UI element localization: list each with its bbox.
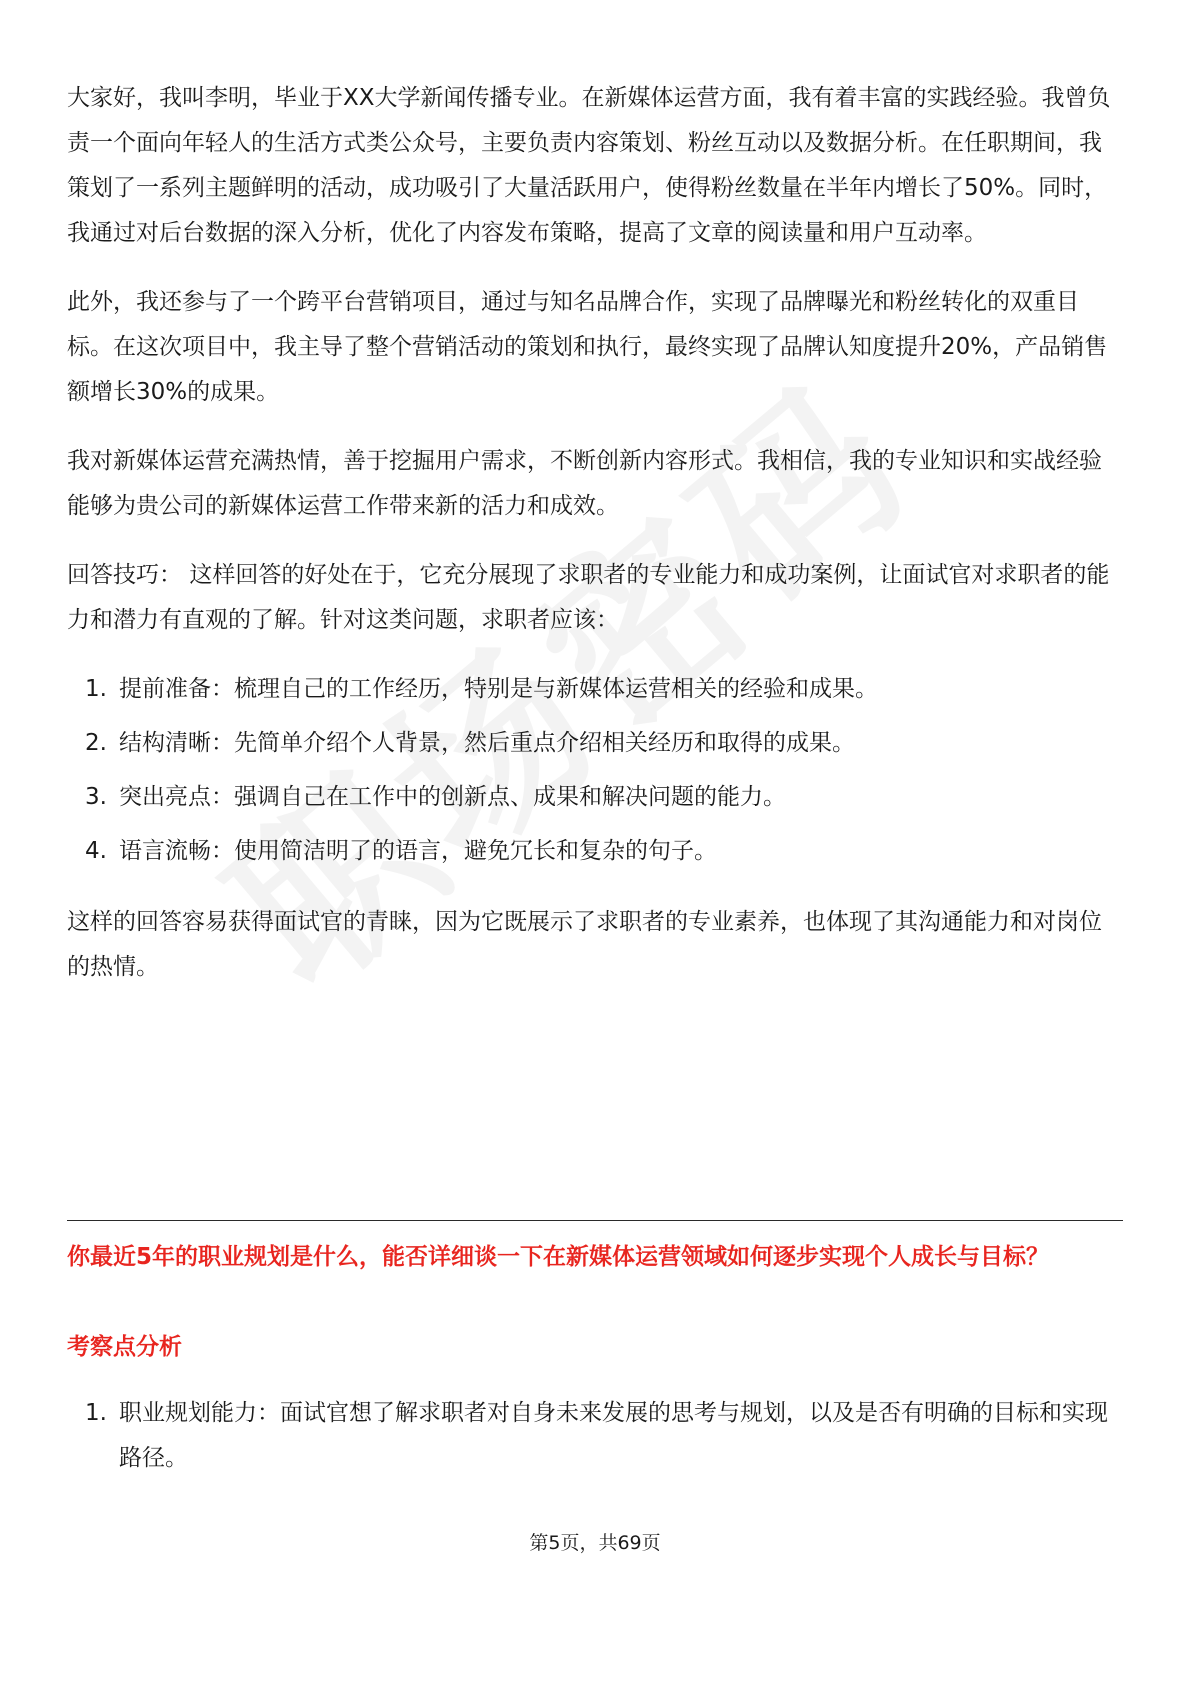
tips-intro-text: 这样回答的好处在于，它充分展现了求职者的专业能力和成功案例，让面试官对求职者的能力和潜力有直观的了解。针对这类问题，求职者应该：	[67, 562, 1110, 633]
tip-term: 结构清晰：	[119, 730, 234, 756]
page-footer: 第5页，共69页	[529, 1532, 661, 1554]
tip-term: 提前准备：	[119, 676, 234, 702]
list-item	[67, 829, 1123, 874]
tips-intro-paragraph	[67, 553, 1123, 643]
tip-term: 突出亮点：	[119, 784, 234, 810]
tips-list	[67, 667, 1123, 874]
tip-number: 4.	[85, 838, 107, 864]
question-heading: 你最近5年的职业规划是什么，能否详细谈一下在新媒体运营领域如何逐步实现个人成长与目标？	[67, 1244, 1050, 1270]
analysis-text	[119, 1391, 1123, 1481]
list-item	[67, 775, 1123, 820]
tip-description: 先简单介绍个人背景，然后重点介绍相关经历和取得的成果。	[234, 730, 855, 756]
list-item	[67, 667, 1123, 712]
analysis-term: 职业规划能力：	[119, 1400, 280, 1426]
list-item	[67, 721, 1123, 766]
tip-number: 3.	[85, 784, 107, 810]
analysis-description: 面试官想了解求职者对自身未来发展的思考与规划，以及是否有明确的目标和实现路径。	[119, 1400, 1108, 1471]
intro-paragraph-2: 此外，我还参与了一个跨平台营销项目，通过与知名品牌合作，实现了品牌曝光和粉丝转化的双重目标。在这次项目中，我主导了整个营销活动的策划和执行，最终实现了品牌认知度提升20%，产品销售额增长30%的成果。	[67, 289, 1108, 405]
tips-intro-label: 回答技巧：	[67, 562, 182, 588]
analysis-list	[67, 1391, 1123, 1481]
tip-description: 强调自己在工作中的创新点、成果和解决问题的能力。	[234, 784, 786, 810]
document-body	[67, 76, 1123, 990]
tip-term: 语言流畅：	[119, 838, 234, 864]
intro-paragraph-1: 大家好，我叫李明，毕业于XX大学新闻传播专业。在新媒体运营方面，我有着丰富的实践经验。我曾负责一个面向年轻人的生活方式类公众号，主要负责内容策划、粉丝互动以及数据分析。在任职期间，我策划了一系列主题鲜明的活动，成功吸引了大量活跃用户，使得粉丝数量在半年内增长了50%。同时，我通过对后台数据的深入分析，优化了内容发布策略，提高了文章的阅读量和用户互动率。	[67, 85, 1111, 246]
tip-description: 梳理自己的工作经历，特别是与新媒体运营相关的经验和成果。	[234, 676, 878, 702]
closing-paragraph: 这样的回答容易获得面试官的青睐，因为它既展示了求职者的专业素养，也体现了其沟通能力和对岗位的热情。	[67, 909, 1102, 980]
analysis-heading: 考察点分析	[67, 1334, 182, 1360]
intro-paragraph-3: 我对新媒体运营充满热情，善于挖掘用户需求，不断创新内容形式。我相信，我的专业知识和实战经验能够为贵公司的新媒体运营工作带来新的活力和成效。	[67, 448, 1102, 519]
tip-description: 使用简洁明了的语言，避免冗长和复杂的句子。	[234, 838, 717, 864]
tip-number: 2.	[85, 730, 107, 756]
section-divider	[67, 1220, 1123, 1221]
list-item	[67, 1391, 1123, 1481]
analysis-number: 1.	[85, 1400, 107, 1426]
tip-number: 1.	[85, 676, 107, 702]
